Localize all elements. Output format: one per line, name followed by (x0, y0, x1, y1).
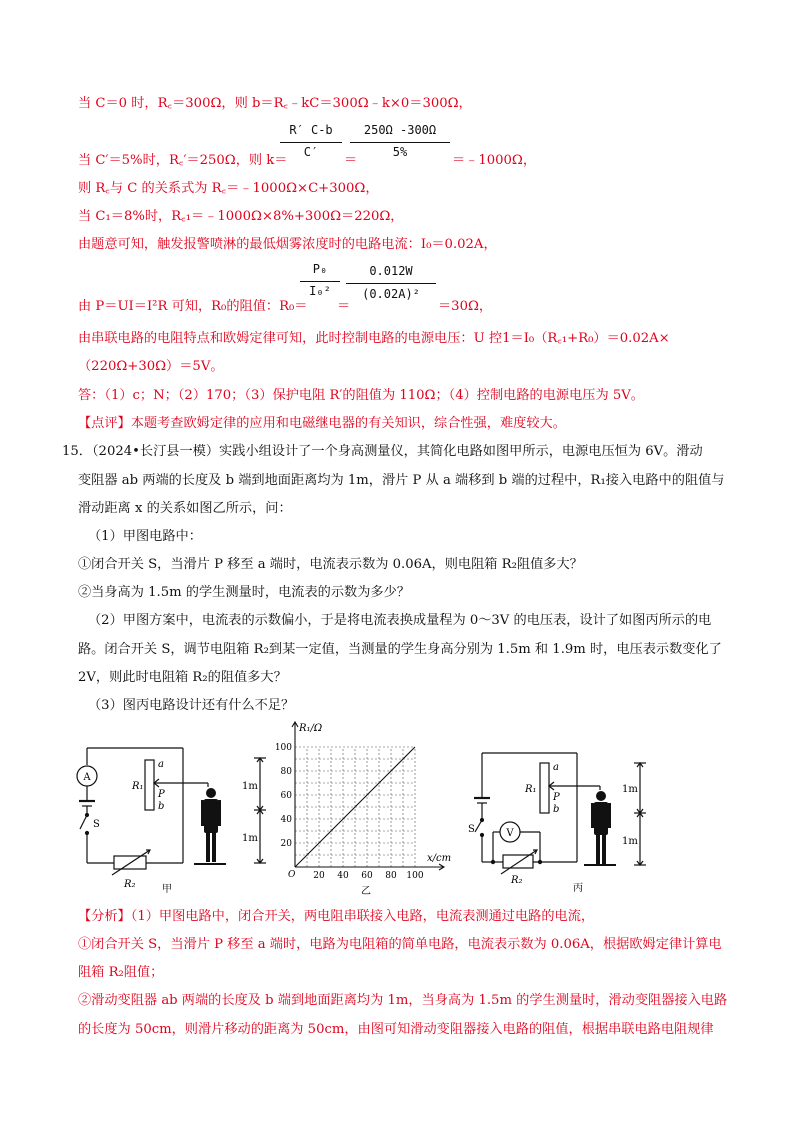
y-tick-label: 40 (280, 815, 292, 825)
solution-line-6-equals: ＝ (337, 299, 351, 314)
fraction-3-numerator: P₀ (312, 262, 328, 276)
solution-line-1: 当 C＝0 时，R꜀＝300Ω，则 b＝R꜀﹣kC＝300Ω﹣k×0＝300Ω， (78, 96, 472, 111)
figure-jia-circuit (70, 735, 275, 895)
figure-bing-circuit (465, 740, 670, 900)
analysis-line-1: 【分析】（1）甲图电路中，闭合开关，两电阻串联接入电路，电流表测通过电路的电流， (78, 909, 595, 924)
x-tick-label: 100 (406, 871, 424, 881)
voltmeter-label: V (506, 828, 514, 839)
x-tick-label: 80 (385, 871, 397, 881)
dimension-upper: 1m (242, 781, 258, 792)
problem-line-2: 变阻器 ab 两端的长度及 b 端到地面距离均为 1m，滑片 P 从 a 端移到 b 端的过程中，R₁接入电路中的阻值与 (78, 473, 725, 488)
r2-label: R₂ (511, 875, 523, 886)
ammeter-label: A (83, 772, 91, 783)
x-axis-label: x/cm (427, 853, 452, 864)
solution-line-2-equals: ＝ (344, 153, 358, 168)
dimension-lower: 1m (242, 833, 258, 844)
y-tick-label: 20 (280, 839, 292, 849)
solution-line-7: 由串联电路的电阻特点和欧姆定律可知，此时控制电路的电源电压：U 控1＝I₀（R꜀₁+R₀）＝0.02A× (78, 331, 670, 346)
x-tick-label: 20 (313, 871, 325, 881)
s-label: S (468, 824, 475, 835)
comment-line: 【点评】本题考查欧姆定律的应用和电磁继电器的有关知识，综合性强，难度较大。 (78, 416, 566, 431)
fraction-4-denominator: (0.02A)² (362, 287, 420, 301)
answer-line: 答：（1）c；N；（2）170；（3）保护电阻 R′的阻值为 110Ω；（4）控制电路的电源电压为 5V。 (78, 388, 644, 403)
p-label: P (553, 792, 560, 803)
figure-caption-jia: 甲 (162, 884, 172, 895)
b-label: b (158, 801, 165, 812)
problem-line-4: （1）甲图电路中： (88, 529, 202, 544)
solution-line-3: 则 R꜀与 C 的关系式为 R꜀＝﹣1000Ω×C+300Ω， (78, 181, 379, 196)
solution-line-5: 由题意可知，触发报警喷淋的最低烟雾浓度时的电路电流：I₀＝0.02A， (78, 237, 497, 252)
problem-line-5: ①闭合开关 S，当滑片 P 移至 a 端时，电流表示数为 0.06A，则电阻箱 R₂阻值多大？ (78, 557, 583, 572)
y-tick-label: 100 (275, 743, 292, 753)
fraction-3-denominator: I₀² (309, 284, 331, 298)
figure-yi-chart (275, 720, 465, 905)
y-axis-label: R₁/Ω (299, 723, 323, 734)
problem-line-8: 路。闭合开关 S，调节电阻箱 R₂到某一定值，当测量的学生身高分别为 1.5m 和 1.9m 时，电压表示数变化了 (78, 642, 722, 657)
a-label: a (158, 759, 164, 770)
fraction-1-denominator: C′ (303, 145, 319, 159)
dimension-upper: 1m (622, 784, 638, 795)
analysis-line-2: ①闭合开关 S，当滑片 P 移至 a 端时，电路为电阻箱的简单电路，电流表示数为 0.06A，根据欧姆定律计算电 (78, 937, 722, 952)
analysis-line-3: 阻箱 R₂阻值； (78, 965, 164, 980)
problem-line-1: 15．（2024•长汀县一模）实践小组设计了一个身高测量仪，其简化电路如图甲所示，电源电压恒为 6V。滑动 (62, 444, 703, 459)
fraction-1-bar (280, 142, 342, 143)
fraction-2-bar (350, 142, 450, 143)
p-label: P (158, 789, 165, 800)
solution-line-6-suffix: ＝30Ω， (438, 299, 493, 314)
x-tick-label: 40 (337, 871, 349, 881)
problem-line-3: 滑动距离 x 的关系如图乙所示，问： (78, 501, 292, 516)
fraction-2-numerator: 250Ω -300Ω (363, 123, 437, 137)
problem-line-6: ②当身高为 1.5m 的学生测量时，电流表的示数为多少？ (78, 585, 410, 600)
origin-label: O (288, 870, 296, 880)
figure-caption-bing: 丙 (573, 883, 583, 894)
y-tick-label: 60 (280, 791, 292, 801)
fraction-4-bar (346, 283, 436, 284)
solution-line-8: （220Ω+30Ω）＝5V。 (78, 359, 224, 374)
s-label: S (93, 819, 100, 830)
problem-line-9: 2V，则此时电阻箱 R₂的阻值多大？ (78, 670, 287, 685)
fraction-3-bar (300, 281, 340, 282)
solution-line-4: 当 C₁＝8%时，R꜀₁＝﹣1000Ω×8%+300Ω＝220Ω， (78, 209, 404, 224)
figure-caption-yi: 乙 (361, 886, 371, 897)
analysis-line-4: ②滑动变阻器 ab 两端的长度及 b 端到地面距离均为 1m，当身高为 1.5m 的学生测量时，滑动变阻器接入电路 (78, 993, 728, 1008)
a-label: a (553, 762, 559, 773)
analysis-line-5: 的长度为 50cm，则滑片移动的距离为 50cm，由图可知滑动变阻器接入电路的阻值，根据串联电路电阻规律 (78, 1022, 714, 1037)
b-label: b (553, 804, 560, 815)
y-tick-label: 80 (280, 767, 292, 777)
solution-line-2-prefix: 当 C′＝5%时，R꜀′＝250Ω，则 k＝ (78, 153, 288, 168)
x-tick-label: 60 (361, 871, 373, 881)
fraction-4-numerator: 0.012W (369, 264, 413, 278)
fraction-1-numerator: R′ C-b (289, 123, 333, 137)
fraction-2-denominator: 5% (392, 145, 408, 159)
solution-line-2-suffix: ＝﹣1000Ω， (452, 153, 537, 168)
r2-label: R₂ (124, 879, 136, 890)
problem-line-7: （2）甲图方案中，电流表的示数偏小，于是将电流表换成量程为 0～3V 的电压表，设计了如图丙所示的电 (88, 613, 712, 628)
dimension-lower: 1m (622, 836, 638, 847)
problem-line-10: （3）图丙电路设计还有什么不足？ (88, 698, 295, 713)
solution-line-6-prefix: 由 P＝UI＝I²R 可知，R₀的阻值：R₀＝ (78, 299, 308, 314)
r1-label: R₁ (525, 784, 537, 795)
r1-label: R₁ (132, 781, 144, 792)
